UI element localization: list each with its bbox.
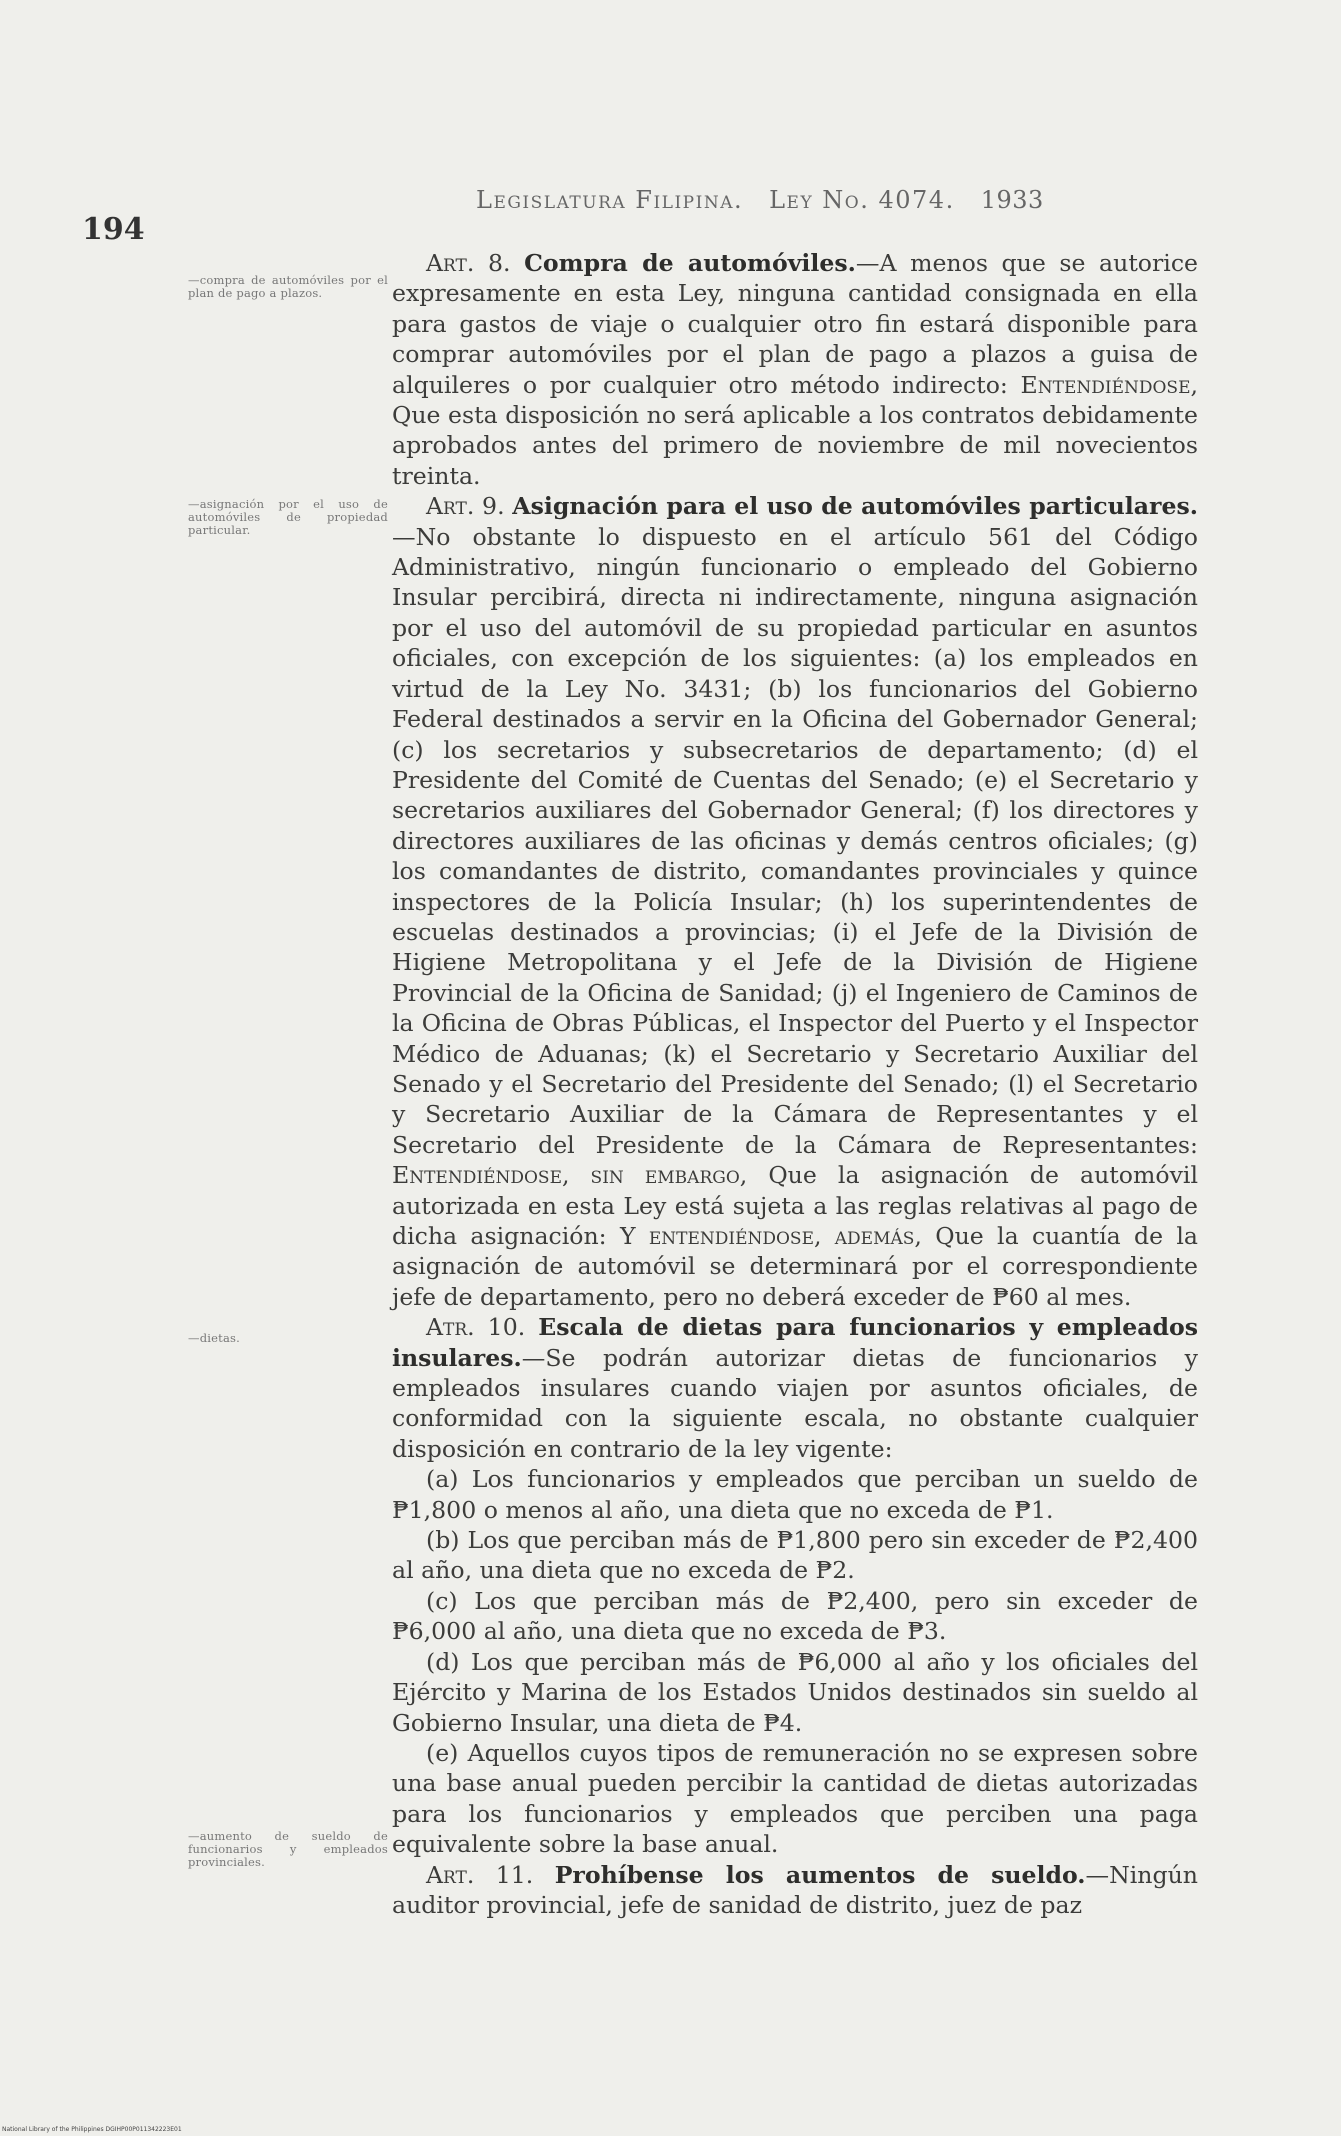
article-body: Que la cuantía de la asignación de automóvil se determinará por el correspondiente jefe de departamento, pero no deberá exceder de ₱60 al mes. [392,1222,1199,1311]
margin-note-dietas: —dietas. [188,1331,240,1345]
article-body: —Se podrán autorizar dietas de funcionarios y empleados insulares cuando viajen por asuntos oficiales, de conformidad con la siguiente escala, no obstante cualquier disposición en contrario de la ley vigente: [392,1343,1198,1463]
article-number: Atr. 10. [426,1313,526,1342]
proviso: Y entendiéndose, además, [619,1222,922,1250]
margin-note-asignacion: —asignación por el uso de automóviles de propiedad particular. [188,497,388,537]
law-number: Ley No. 4074. [769,186,955,214]
list-item: (c) Los que perciban más de ₱2,400, pero sin exceder de ₱6,000 al año, una dieta que no exceda de ₱3. [392,1586,1198,1646]
article-9 [392,491,1198,1312]
margin-note-aumento: —aumento de sueldo de funcionarios y empleados provinciales. [188,1829,388,1869]
main-text [392,248,1198,1920]
article-title: Compra de automóviles. [524,249,856,277]
article-11 [392,1860,1198,1921]
article-number: Art. 11. [426,1860,534,1889]
list-item: (b) Los que perciban más de ₱1,800 pero sin exceder de ₱2,400 al año, una dieta que no exceda de ₱2. [392,1526,1198,1585]
article-body: —Ningún auditor provincial, jefe de sanidad de distrito, juez de paz [392,1860,1198,1919]
article-number: Art. 9. [426,492,505,521]
article-title: Escala de dietas para funcionarios y empleados insulares. [392,1313,1199,1372]
article-body: —A menos que se autorice expresamente en esta Ley, ninguna cantidad consignada en ella para gastos de viaje o cualquier otro fin estará disponible para comprar automóviles por el plan de pago a plazos a guisa de alquileres o por cualquier otro método indirecto: [392,249,1199,399]
article-10 [392,1312,1198,1464]
list-item: (a) Los funcionarios y empleados que perciban un sueldo de ₱1,800 o menos al año, una dieta que no exceda de ₱1. [392,1465,1198,1524]
list-item: (d) Los que perciban más de ₱6,000 al año y los oficiales del Ejército y Marina de los Estados Unidos destinados sin sueldo al Gobierno Insular, una dieta de ₱4. [392,1647,1198,1737]
article-body: —No obstante lo dispuesto en el artículo 561 del Código Administrativo, ningún funcionario o empleado del Gobierno Insular percibirá, directa ni indirectamente, ninguna asignación por el uso del automóvil de su propiedad particular en asuntos oficiales, con excepción de los siguientes: (a) los empleados en virtud de la Ley No. 3431; (b) los funcionarios del Gobierno Federal destinados a servir en la Oficina del Gobernador General; (c) los secretarios y subsecretarios de departamento; (d) el Presidente del Comité de Cuentas del Senado; (e) el Secretario y secretarios auxiliares del Gobernador General; (f) los directores y directores auxiliares de las oficinas y demás centros oficiales; (g) los comandantes de distrito, comandantes provinciales y quince inspectores de la Policía Insular; (h) los superintendentes de escuelas destinados a provincias; (i) el Jefe de la División de Higiene Metropolitana y el Jefe de la División de Higiene Provincial de la Oficina de Sanidad; (j) el Ingeniero de Caminos de la Oficina de Obras Públicas, el Inspector del Puerto y el Inspector Médico de Aduanas; (k) el Secretario y Secretario Auxiliar del Senado y el Secretario del Presidente del Senado; (l) el Secretario y Secretario Auxiliar de la Cámara de Representantes y el Secretario del Presidente de la Cámara de Representantes: [392,522,1198,1159]
running-title: Legislatura Filipina. [476,186,744,214]
article-number: Art. 8. [426,249,511,277]
article-body: Que esta disposición no será aplicable a los contratos debidamente aprobados antes del primero de noviembre de mil novecientos treinta. [392,401,1198,490]
article-body: Que la asignación de automóvil autorizada en esta Ley está sujeta a las reglas relativas al pago de dicha asignación: [392,1161,1198,1250]
article-title: Asignación para el uso de automóviles particulares. [512,492,1199,521]
article-8 [392,248,1198,491]
scan-credit: National Library of the Philippines DGIHP00P011342223E01 [2,2126,182,2133]
running-head [476,186,1076,214]
proviso: Entendiéndose, sin embargo, [392,1161,748,1190]
margin-note-compra: —compra de automóviles por el plan de pago a plazos. [188,273,388,300]
proviso: Entendiéndose, [1020,370,1198,399]
list-item: (e) Aquellos cuyos tipos de remuneración no se expresen sobre una base anual pueden percibir la cantidad de dietas autorizadas para los funcionarios y empleados que perciben una paga equivalente sobre la base anual. [392,1738,1198,1859]
year: 1933 [980,186,1044,214]
article-title: Prohíbense los aumentos de sueldo. [554,1860,1086,1889]
page-number: 194 [82,212,145,247]
